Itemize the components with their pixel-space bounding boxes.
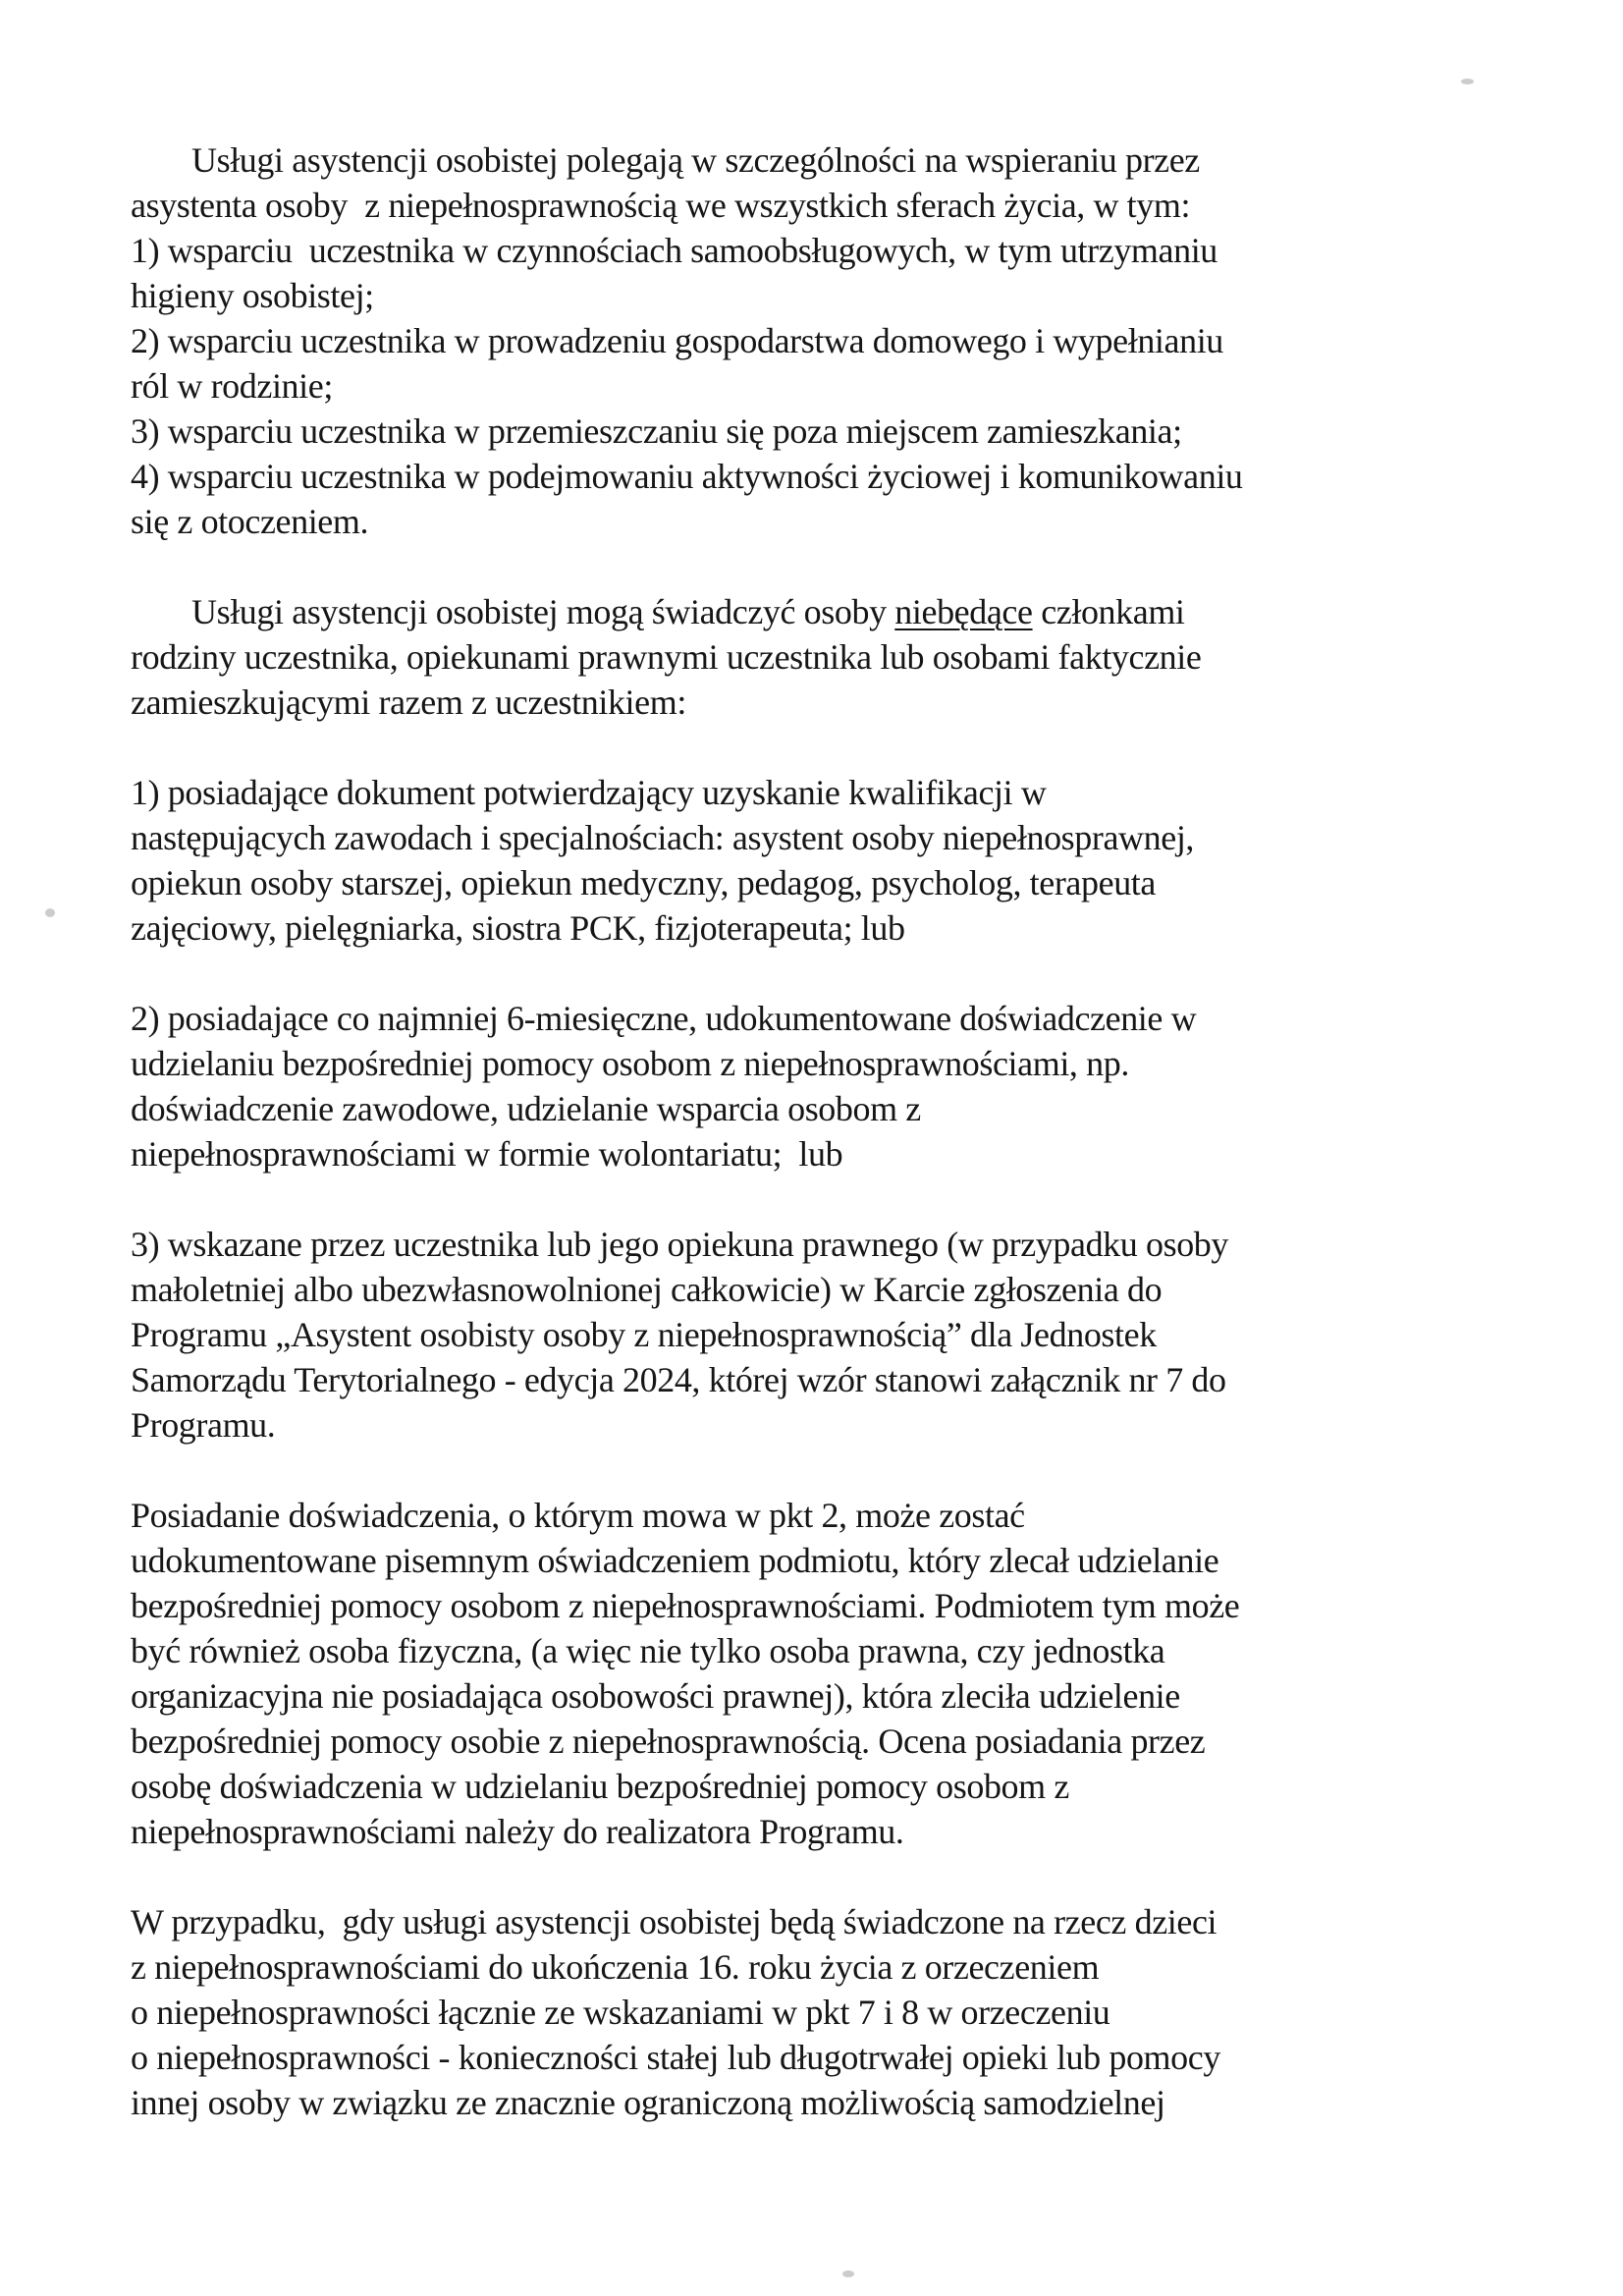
text-line [131,815,1427,860]
text-segment: niepełnosprawnościami w formie wolontariatu; lub [131,1134,843,1174]
text-line [131,1041,1427,1086]
text-segment: W przypadku, gdy usługi asystencji osobistej będą świadczone na rzecz dzieci [131,1902,1217,1941]
text-line [131,1312,1427,1357]
text-line [131,499,1427,544]
underlined-word: niebędące [894,592,1033,631]
paragraph [131,1222,1427,1448]
text-line [131,2080,1427,2125]
text-line [131,770,1427,815]
paragraph [131,589,1427,725]
text-line [131,1809,1427,1854]
text-line [131,589,1427,634]
text-segment: osobę doświadczenia w udzielaniu bezpośredniej pomocy osobom z [131,1767,1069,1806]
text-segment: rodziny uczestnika, opiekunami prawnymi uczestnika lub osobami faktycznie [131,637,1202,677]
text-segment: udokumentowane pisemnym oświadczeniem podmiotu, który zlecał udzielanie [131,1541,1219,1580]
text-line [131,1538,1427,1583]
text-segment: asystenta osoby z niepełnosprawnością we wszystkich sferach życia, w tym: [131,186,1191,225]
paragraph [131,1493,1427,1854]
paragraph [131,1899,1427,2125]
text-line [131,1628,1427,1673]
text-segment: Samorządu Terytorialnego - edycja 2024, której wzór stanowi załącznik nr 7 do [131,1360,1226,1399]
text-line [131,273,1427,318]
text-segment: 4) wsparciu uczestnika w podejmowaniu aktywności życiowej i komunikowaniu [131,457,1243,496]
text-segment: Usługi asystencji osobistej mogą świadczyć osoby [191,592,895,631]
text-line [131,137,1427,183]
text-segment: innej osoby w związku ze znacznie ograniczoną możliwością samodzielnej [131,2083,1165,2122]
text-segment: organizacyjna nie posiadająca osobowości prawnej), która zleciła udzielenie [131,1676,1180,1716]
text-line [131,1764,1427,1809]
paragraph [131,770,1427,951]
text-segment: udzielaniu bezpośredniej pomocy osobom z niepełnosprawnościami, np. [131,1044,1129,1083]
text-segment: 3) wsparciu uczestnika w przemieszczaniu się poza miejscem zamieszkania; [131,411,1182,451]
text-segment: doświadczenie zawodowe, udzielanie wsparcia osobom z [131,1089,921,1128]
text-line [131,680,1427,725]
text-segment: 3) wskazane przez uczestnika lub jego opiekuna prawnego (w przypadku osoby [131,1225,1228,1264]
text-line [131,1944,1427,1990]
text-line [131,1990,1427,2035]
text-segment: zajęciowy, pielęgniarka, siostra PCK, fizjoterapeuta; lub [131,908,905,948]
text-line [131,905,1427,951]
text-segment: niepełnosprawnościami należy do realizatora Programu. [131,1812,904,1851]
text-line [131,318,1427,363]
text-line [131,634,1427,680]
text-segment: członkami [1032,592,1185,631]
text-segment: z niepełnosprawnościami do ukończenia 16. roku życia z orzeczeniem [131,1947,1100,1987]
text-line [131,1493,1427,1538]
text-line [131,454,1427,499]
text-line [131,1222,1427,1267]
text-segment: o niepełnosprawności - konieczności stałej lub długotrwałej opieki lub pomocy [131,2038,1220,2077]
text-segment: opiekun osoby starszej, opiekun medyczny, pedagog, psycholog, terapeuta [131,863,1156,902]
text-segment: bezpośredniej pomocy osobom z niepełnosprawnościami. Podmiotem tym może [131,1586,1240,1625]
text-segment: Programu „Asystent osobisty osoby z niepełnosprawnością” dla Jednostek [131,1315,1157,1354]
text-segment: ról w rodzinie; [131,366,333,406]
text-segment: higieny osobistej; [131,276,374,315]
text-segment: zamieszkującymi razem z uczestnikiem: [131,683,686,722]
text-line [131,1719,1427,1764]
text-line [131,1583,1427,1628]
text-line [131,363,1427,409]
text-segment: Usługi asystencji osobistej polegają w szczególności na wspieraniu przez [191,140,1200,180]
text-segment: Posiadanie doświadczenia, o którym mowa w pkt 2, może zostać [131,1496,1025,1535]
text-segment: następujących zawodach i specjalnościach: asystent osoby niepełnosprawnej, [131,818,1195,857]
text-line [131,996,1427,1041]
text-line [131,1673,1427,1719]
text-line [131,1357,1427,1402]
paragraph [131,137,1427,544]
text-segment: 2) wsparciu uczestnika w prowadzeniu gospodarstwa domowego i wypełnianiu [131,321,1223,360]
text-segment: małoletniej albo ubezwłasnowolnionej całkowicie) w Karcie zgłoszenia do [131,1270,1163,1309]
text-line [131,860,1427,905]
text-segment: o niepełnosprawności łącznie ze wskazaniami w pkt 7 i 8 w orzeczeniu [131,1993,1110,2032]
text-line [131,183,1427,228]
scan-artifact [842,2270,854,2277]
text-segment: się z otoczeniem. [131,502,369,541]
text-line [131,228,1427,273]
text-segment: 1) wsparciu uczestnika w czynnościach samoobsługowych, w tym utrzymaniu [131,231,1217,270]
text-line [131,1086,1427,1131]
text-segment: być również osoba fizyczna, (a więc nie tylko osoba prawna, czy jednostka [131,1631,1165,1670]
paragraph [131,996,1427,1176]
text-segment: bezpośredniej pomocy osobie z niepełnosprawnością. Ocena posiadania przez [131,1722,1206,1761]
text-line [131,1267,1427,1312]
text-segment: 2) posiadające co najmniej 6-miesięczne, udokumentowane doświadczenie w [131,999,1197,1038]
text-segment: 1) posiadające dokument potwierdzający uzyskanie kwalifikacji w [131,773,1047,812]
text-segment: Programu. [131,1405,276,1445]
scan-artifact [1461,79,1474,84]
scan-artifact [45,908,55,917]
document-body [131,137,1427,2170]
text-line [131,1899,1427,1944]
text-line [131,409,1427,454]
text-line [131,2035,1427,2080]
text-line [131,1402,1427,1448]
text-line [131,1131,1427,1176]
